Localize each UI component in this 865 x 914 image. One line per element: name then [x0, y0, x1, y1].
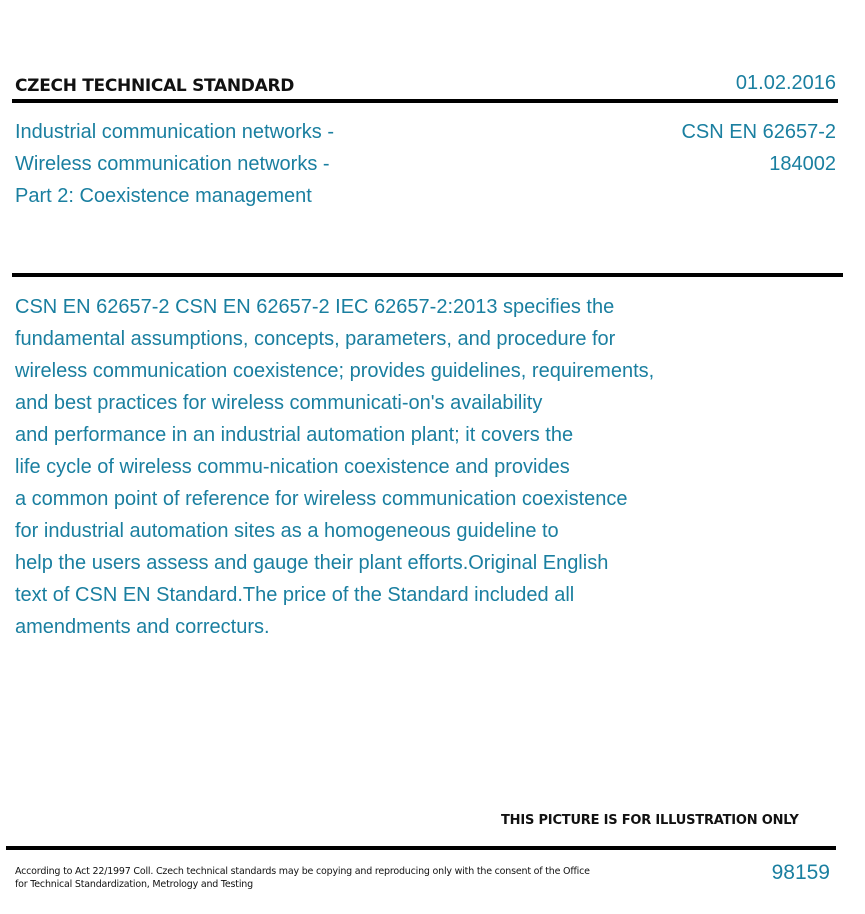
- title-line: Part 2: Coexistence management: [15, 185, 312, 207]
- abstract-line: amendments and correcturs.: [15, 616, 270, 638]
- standard-abstract: [15, 291, 735, 643]
- title-line: Industrial communication networks -: [15, 121, 335, 143]
- abstract-line: and best practices for wireless communicati-on's availability: [15, 392, 543, 414]
- legal-line: for Technical Standardization, Metrology and Testing: [15, 879, 253, 890]
- classification-number: 184002: [769, 153, 836, 175]
- abstract-line: help the users assess and gauge their plant efforts.Original English: [15, 552, 609, 574]
- document-number: 98159: [771, 861, 830, 884]
- standard-title: [15, 116, 334, 212]
- header-divider: [12, 99, 838, 103]
- publication-date: 01.02.2016: [735, 72, 836, 94]
- legal-line: According to Act 22/1997 Coll. Czech technical standards may be copying and reproducing only with the consent of the Office: [15, 866, 590, 877]
- abstract-line: CSN EN 62657-2 CSN EN 62657-2 IEC 62657-2:2013 specifies the: [15, 296, 615, 318]
- abstract-line: and performance in an industrial automation plant; it covers the: [15, 424, 574, 446]
- legal-notice: [15, 865, 590, 891]
- abstract-line: a common point of reference for wireless communication coexistence: [15, 488, 628, 510]
- abstract-line: life cycle of wireless commu-nication coexistence and provides: [15, 456, 570, 478]
- title-line: Wireless communication networks -: [15, 153, 330, 175]
- abstract-line: wireless communication coexistence; provides guidelines, requirements,: [15, 360, 655, 382]
- abstract-line: for industrial automation sites as a homogeneous guideline to: [15, 520, 559, 542]
- standard-label: CZECH TECHNICAL STANDARD: [15, 76, 295, 96]
- footer-divider: [6, 846, 836, 850]
- abstract-line: text of CSN EN Standard.The price of the Standard included all: [15, 584, 575, 606]
- abstract-line: fundamental assumptions, concepts, parameters, and procedure for: [15, 328, 616, 350]
- illustration-notice: THIS PICTURE IS FOR ILLUSTRATION ONLY: [501, 813, 799, 828]
- standard-identifiers: [681, 116, 836, 180]
- title-divider: [12, 273, 843, 277]
- standard-code: CSN EN 62657-2: [681, 121, 836, 143]
